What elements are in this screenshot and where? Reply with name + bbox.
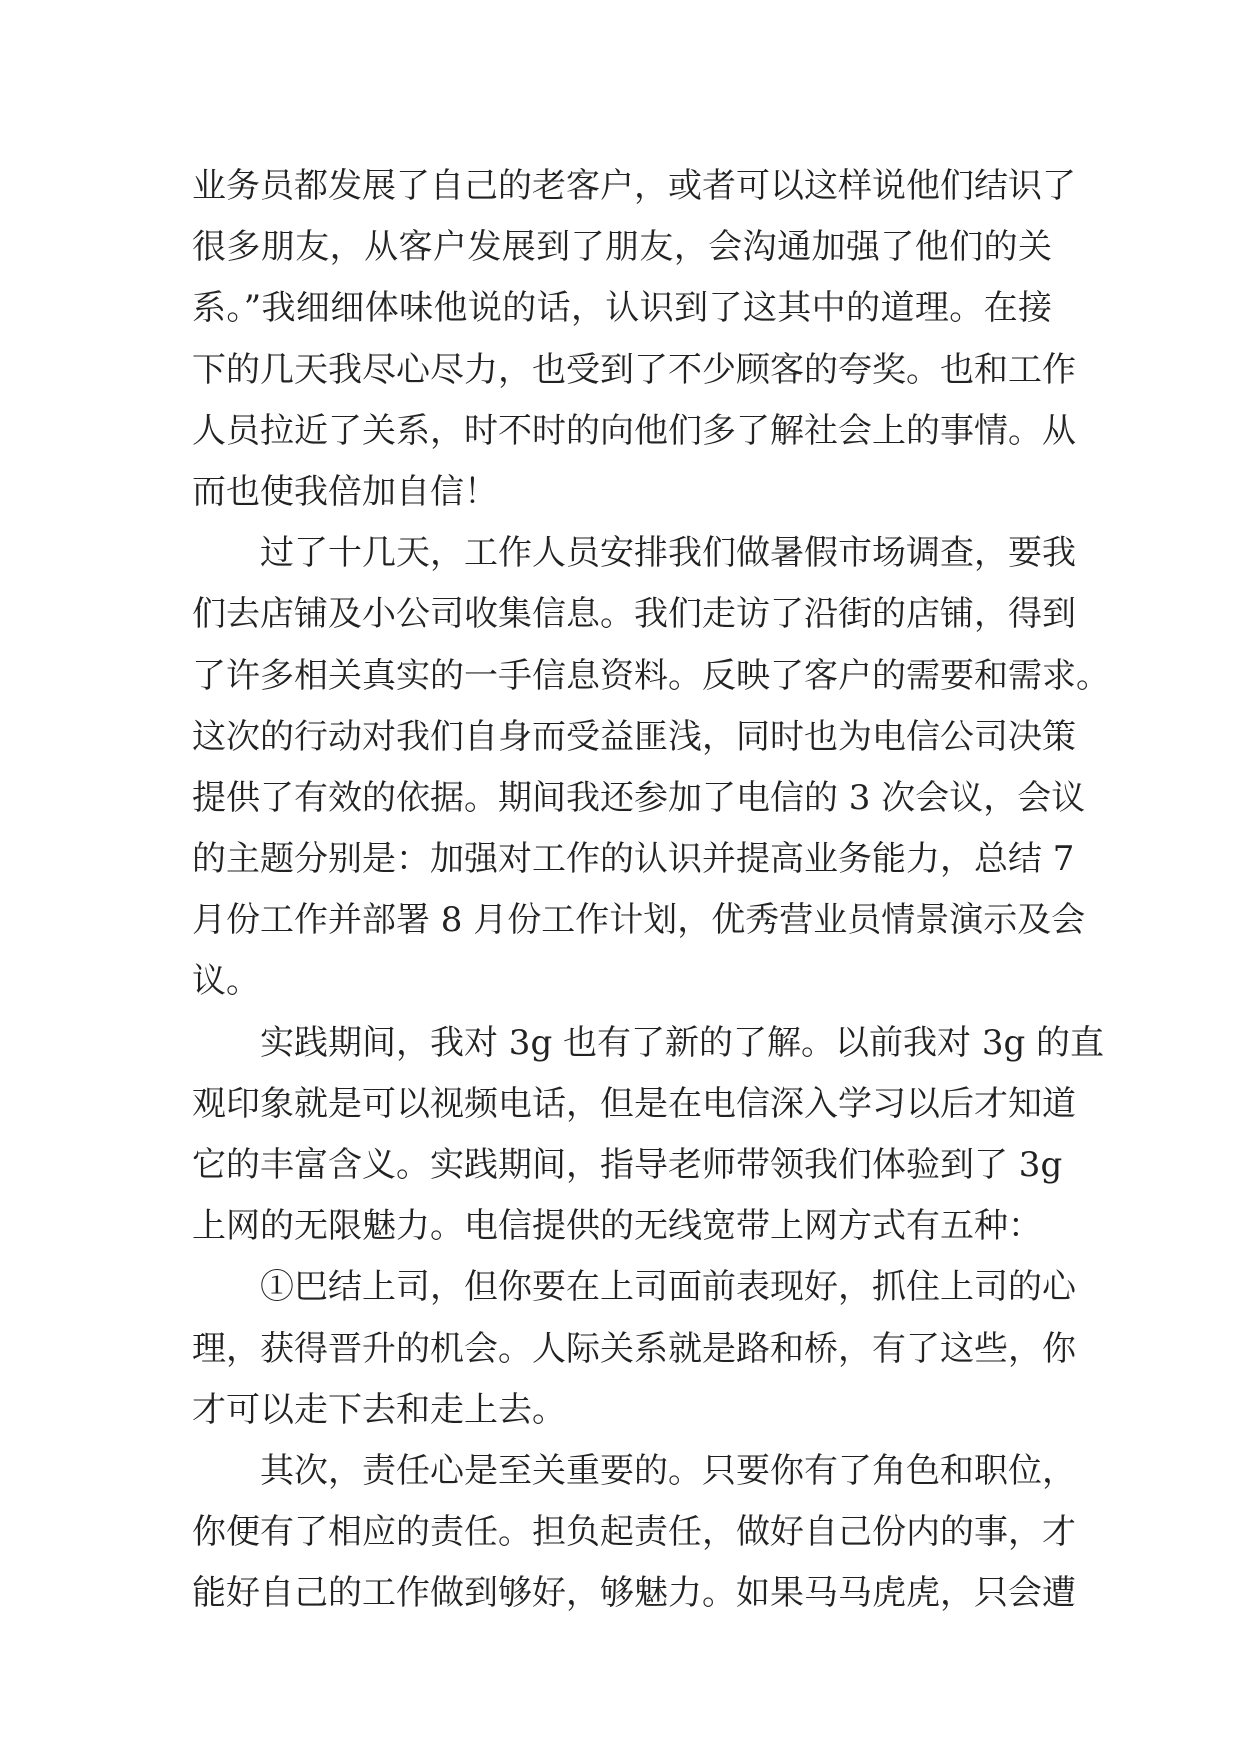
text-line: 你便有了相应的责任。担负起责任，做好自己份内的事，才 [192, 1512, 1076, 1553]
paragraph-first-line: 实践期间，我对 3g 也有了新的了解。以前我对 3g 的直 [260, 1022, 1105, 1063]
text-line: 能好自己的工作做到够好，够魅力。如果马马虎虎，只会遭 [192, 1573, 1076, 1614]
text-line: 上网的无限魅力。电信提供的无线宽带上网方式有五种： [192, 1206, 1042, 1247]
text-line: 人员拉近了关系，时不时的向他们多了解社会上的事情。从 [192, 410, 1076, 451]
document-body-text [192, 156, 1110, 1625]
text-line: 它的丰富含义。实践期间，指导老师带领我们体验到了 3g [192, 1145, 1063, 1185]
text-line: 月份工作并部署 8 月份工作计划，优秀营业员情景演示及会 [192, 900, 1086, 941]
text-line: 议。 [192, 961, 260, 1002]
text-line: 理，获得晋升的机会。人际关系就是路和桥，有了这些，你 [192, 1328, 1076, 1369]
paragraph-first-line: 过了十几天，工作人员安排我们做暑假市场调查，要我 [260, 533, 1076, 574]
text-line: 观印象就是可以视频电话，但是在电信深入学习以后才知道 [192, 1083, 1076, 1124]
text-line: 这次的行动对我们自身而受益匪浅，同时也为电信公司决策 [192, 716, 1076, 757]
paragraph-first-line: ①巴结上司，但你要在上司面前表现好，抓住上司的心 [260, 1267, 1076, 1308]
text-line: 下的几天我尽心尽力，也受到了不少顾客的夸奖。也和工作 [192, 349, 1076, 390]
text-line: 提供了有效的依据。期间我还参加了电信的 3 次会议，会议 [192, 777, 1086, 818]
text-line: 而也使我倍加自信！ [192, 471, 498, 512]
paragraph-first-line: 其次，责任心是至关重要的。只要你有了角色和职位， [260, 1450, 1076, 1491]
text-line: 了许多相关真实的一手信息资料。反映了客户的需要和需求。 [192, 655, 1110, 696]
text-line: 很多朋友，从客户发展到了朋友，会沟通加强了他们的关 [192, 227, 1052, 268]
text-line: 们去店铺及小公司收集信息。我们走访了沿街的店铺，得到 [192, 594, 1076, 635]
text-line: 业务员都发展了自己的老客户，或者可以这样说他们结识了 [192, 166, 1076, 206]
text-line: 才可以走下去和走上去。 [192, 1389, 566, 1430]
text-line: 系。”我细细体味他说的话，认识到了这其中的道理。在接 [192, 288, 1052, 329]
text-line: 的主题分别是：加强对工作的认识并提高业务能力，总结 7 [192, 839, 1075, 880]
